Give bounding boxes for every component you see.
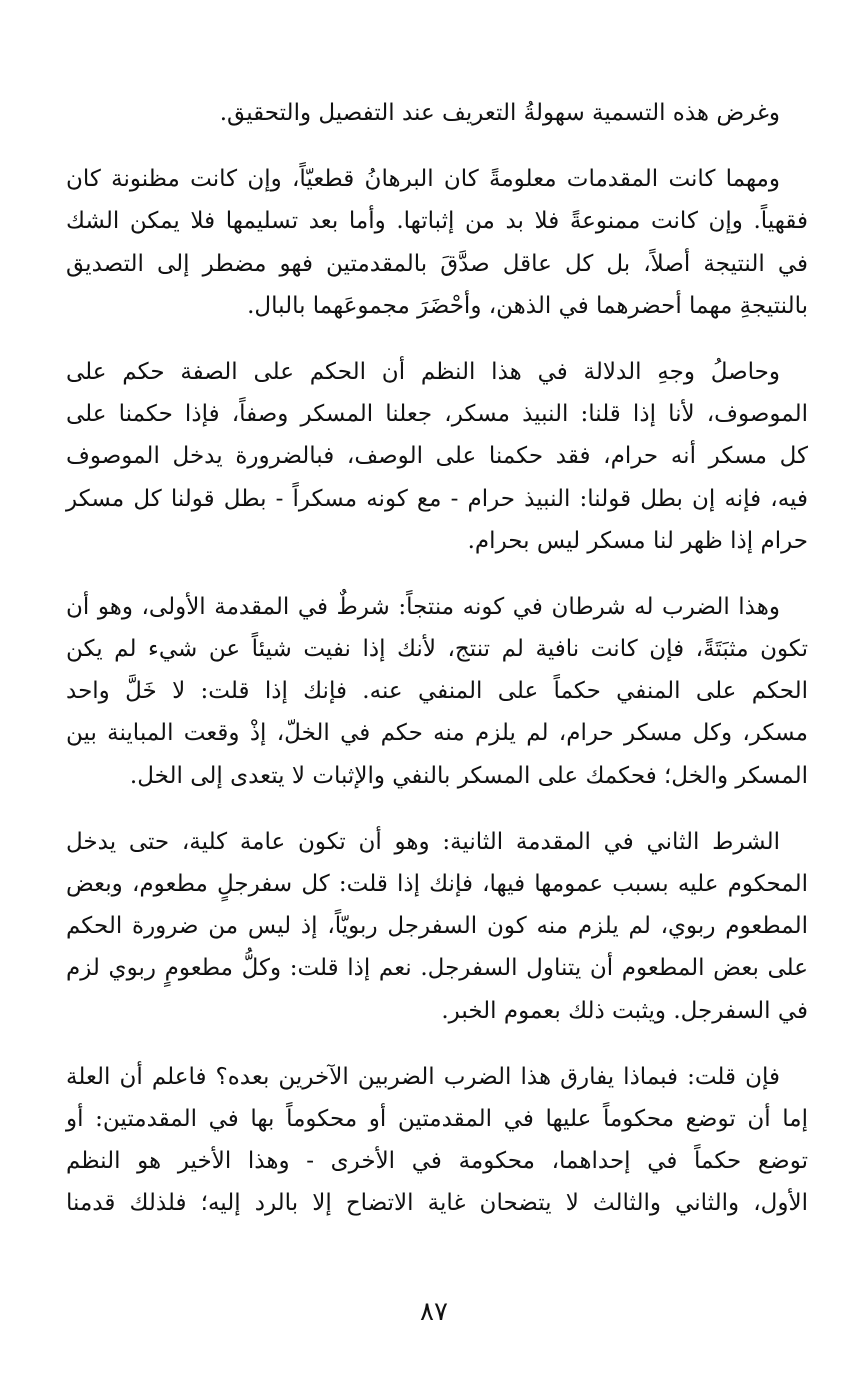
paragraph-2 bbox=[66, 158, 808, 327]
text-line: فيه، فإنه إن بطل قولنا: النبيذ حرام - مع كونه مسكراً - بطل قولنا كل مسكر bbox=[66, 485, 808, 512]
text-line: إما أن توضع محكوماً عليها في المقدمتين أو محكوماً بها في المقدمتين: أو bbox=[66, 1105, 808, 1132]
page-number: ٨٧ bbox=[420, 1297, 448, 1327]
text-line: بالنتيجةِ مهما أحضرهما في الذهن، وأحْضَرَ مجموعَهما بالبال. bbox=[247, 292, 808, 319]
text-line: حرام إذا ظهر لنا مسكر ليس بحرام. bbox=[467, 527, 808, 554]
text-line: فقهياً. وإن كانت ممنوعةً فلا بد من إثباتها. وأما بعد تسليمها فلا يمكن الشك bbox=[66, 208, 808, 235]
paragraph-3 bbox=[66, 351, 808, 562]
text-line: وهذا الضرب له شرطان في كونه منتجاً: شرطٌ في المقدمة الأولى، وهو أن bbox=[66, 593, 780, 620]
text-line: في السفرجل. ويثبت ذلك بعموم الخبر. bbox=[441, 997, 808, 1024]
text-line: الشرط الثاني في المقدمة الثانية: وهو أن تكون عامة كلية، حتى يدخل bbox=[66, 828, 780, 855]
paragraph-1 bbox=[66, 92, 808, 134]
text-line: مسكر، وكل مسكر حرام، لم يلزم منه حكم في الخلّ، إذْ وقعت المباينة بين bbox=[66, 720, 808, 747]
text-line: على بعض المطعوم أن يتناول السفرجل. نعم إذا قلت: وكلُّ مطعومٍ ربوي لزم bbox=[66, 955, 808, 982]
paragraph-4 bbox=[66, 586, 808, 797]
text-line: المحكوم عليه بسبب عمومها فيها، فإنك إذا قلت: كل سفرجلٍ مطعوم، وبعض bbox=[66, 871, 808, 897]
text-line: ومهما كانت المقدمات معلومةً كان البرهانُ قطعيّاً، وإن كانت مظنونة كان bbox=[66, 166, 780, 193]
text-line: تكون مثبَتَةً، فإن كانت نافية لم تنتج، لأنك إذا نفيت شيئاً عن شيء لم يكن bbox=[66, 636, 808, 663]
text-line: وغرض هذه التسمية سهولةُ التعريف عند التفصيل والتحقيق. bbox=[219, 100, 780, 126]
paragraph-5 bbox=[66, 821, 808, 1032]
text-line: الحكم على المنفي حكماً على المنفي عنه. فإنك إذا قلت: لا خَلَّ واحد bbox=[66, 678, 808, 705]
text-line: فإن قلت: فبماذا يفارق هذا الضرب الضربين الآخرين بعده؟ فاعلم أن العلة bbox=[66, 1063, 780, 1090]
text-line: كل مسكر أنه حرام، فقد حكمنا على الوصف، فبالضرورة يدخل الموصوف bbox=[66, 443, 808, 470]
text-line: المطعوم ربوي، لم يلزم منه كون السفرجل ربويّاً، إذ ليس من ضرورة الحكم bbox=[66, 913, 808, 940]
text-line: المسكر والخل؛ فحكمك على المسكر بالنفي والإثبات لا يتعدى إلى الخل. bbox=[129, 762, 808, 789]
paragraph-6 bbox=[66, 1056, 808, 1225]
text-line: في النتيجة أصلاً، بل كل عاقل صدَّقَ بالمقدمتين فهو مضطر إلى التصديق bbox=[66, 250, 808, 277]
text-line: الأول، والثاني والثالث لا يتضحان غاية الاتضاح إلا بالرد إليه؛ فلذلك قدمنا bbox=[66, 1190, 808, 1217]
text-line: الموصوف، لأنا إذا قلنا: النبيذ مسكر، جعلنا المسكر وصفاً، فإذا حكمنا على bbox=[66, 401, 808, 428]
page-body bbox=[66, 92, 808, 1249]
text-line: وحاصلُ وجهِ الدلالة في هذا النظم أن الحكم على الصفة حكم على bbox=[66, 358, 780, 385]
text-line: توضع حكماً في إحداهما، محكومة في الأخرى - وهذا الأخير هو النظم bbox=[66, 1148, 808, 1175]
